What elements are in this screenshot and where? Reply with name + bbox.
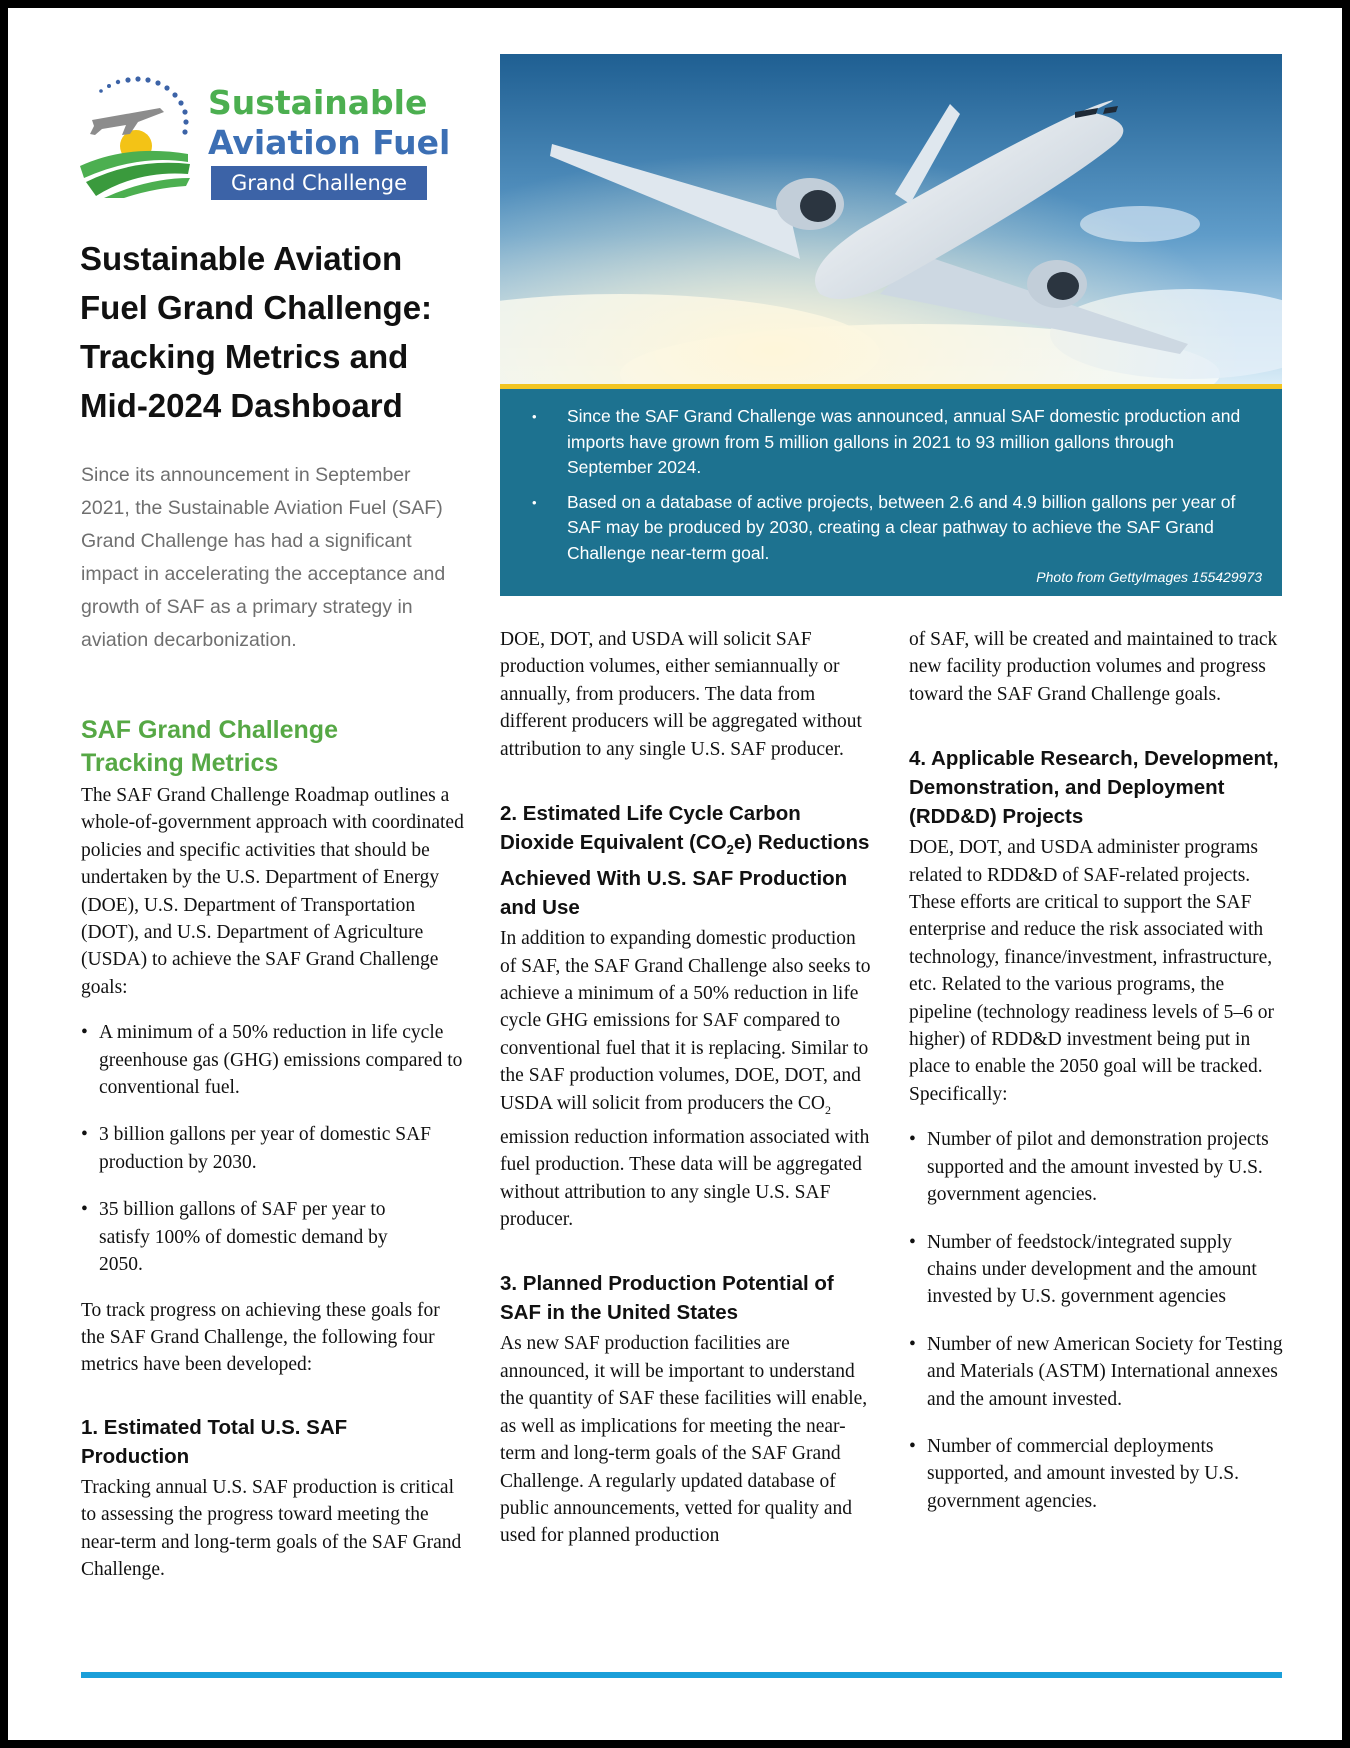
metric-3-paragraph: As new SAF production facilities are announced, it will be important to understand the quantity of SAF these facilities will enable, as well as implications for meeting the near-term and long-term goals of the SAF Grand Challenge. A regularly updated database of public announcements, vetted for quality and used for planned production bbox=[500, 1333, 868, 1547]
highlight-item: • Since the SAF Grand Challenge was announced, annual SAF domestic production and imports have grown from 5 million gallons in 2021 to 93 million gallons through September 2024. bbox=[532, 404, 1262, 481]
metric-4-heading: 4. Applicable Research, Development, Demonstration, and Deployment (RDD&D) Projects bbox=[909, 747, 1279, 829]
goals-list bbox=[81, 1019, 471, 1278]
saf-logo bbox=[78, 74, 478, 204]
list-item: • Number of new American Society for Testing and Materials (ASTM) International annexes and the amount invested. bbox=[909, 1331, 1284, 1413]
list-item: • Number of feedstock/integrated supply chains under development and the amount invested by U.S. government agencies bbox=[909, 1229, 1284, 1311]
metric-4-paragraph: DOE, DOT, and USDA administer programs related to RDD&D of SAF-related projects. These efforts are critical to support the SAF enterprise and reduce the risk associated with technology, finance/investment, infrastructure, etc. Related to the various programs, the pipeline (technology readiness levels of 5–6 or higher) of RDD&D investment being put in place to enable the 2050 goal will be tracked. Specifically: bbox=[909, 837, 1274, 1105]
airplane-photo-icon bbox=[500, 54, 1282, 384]
column-3 bbox=[909, 626, 1284, 1515]
metric-1-heading: 1. Estimated Total U.S. SAF Production bbox=[81, 1415, 348, 1468]
hero-photo bbox=[500, 54, 1282, 384]
section-heading: SAF Grand Challenge Tracking Metrics bbox=[81, 716, 338, 777]
roadmap-paragraph: The SAF Grand Challenge Roadmap outlines a whole-of-government approach with coordinated policies and specific activities that should be undertaken by the U.S. Department of Energy (DOE), U.S. Department of Transportation (DOT), and U.S. Department of Agriculture (USDA) to achieve the SAF Grand Challenge goals: bbox=[81, 785, 464, 998]
rdd-metrics-list bbox=[909, 1126, 1284, 1515]
highlight-item: • Based on a database of active projects, between 2.6 and 4.9 billion gallons per year of SAF may be produced by 2030, creating a clear pathway to achieve the SAF Grand Challenge near-term goal. bbox=[532, 490, 1262, 567]
list-item: • Number of pilot and demonstration projects supported and the amount invested by U.S. government agencies. bbox=[909, 1126, 1284, 1208]
document-page bbox=[8, 8, 1342, 1740]
highlights-box bbox=[500, 389, 1282, 596]
metric-2-paragraph: In addition to expanding domestic production of SAF, the SAF Grand Challenge also seeks to achieve a minimum of a 50% reduction in life cycle GHG emissions for SAF compared to conventional fuel that it is replacing. Similar to the SAF production volumes, DOE, DOT, and USDA will solicit from producers the $CO_2$ emission reduction information associated with fuel production. These data will be aggregated without attribution to any single U.S. SAF producer. bbox=[500, 928, 871, 1231]
photo-credit: Photo from GettyImages 155429973 bbox=[1036, 569, 1262, 585]
list-item: • A minimum of a 50% reduction in life cycle greenhouse gas (GHG) emissions compared to conventional fuel. bbox=[81, 1019, 471, 1101]
logo-line-2: Aviation Fuel bbox=[208, 123, 451, 162]
metrics-intro-paragraph: To track progress on achieving these goals for the SAF Grand Challenge, the following four metrics have been developed: bbox=[81, 1299, 440, 1376]
metric-3-continued: of SAF, will be created and maintained to track new facility production volumes and progress toward the SAF Grand Challenge goals. bbox=[909, 629, 1278, 705]
list-item: • Number of commercial deployments supported, and amount invested by U.S. government agencies. bbox=[909, 1433, 1284, 1515]
metric-2-heading: 2. Estimated Life Cycle Carbon Dioxide Equivalent $(CO_2e)$ Reductions Achieved With U.S. SAF Production and Use bbox=[500, 802, 870, 920]
column-2 bbox=[500, 626, 875, 1550]
column-1 bbox=[81, 714, 471, 1583]
footer-rule bbox=[81, 1672, 1282, 1678]
logo-line-1: Sustainable bbox=[208, 83, 428, 122]
intro-paragraph: Since its announcement in September 2021, the Sustainable Aviation Fuel (SAF) Grand Challenge has had a significant impact in accelerating the acceptance and growth of SAF as a primary strategy in aviation decarbonization. bbox=[81, 464, 446, 651]
metric-1-continued: DOE, DOT, and USDA will solicit SAF production volumes, either semiannually or annually, from producers. The data from different producers will be aggregated without attribution to any single U.S. SAF producer. bbox=[500, 629, 862, 760]
logo-badge: Grand Challenge bbox=[211, 166, 427, 200]
page-title: Sustainable Aviation Fuel Grand Challenge: Tracking Metrics and Mid-2024 Dashboard bbox=[80, 240, 433, 424]
airplane-sun-field-logo-icon bbox=[78, 74, 196, 198]
list-item: • 3 billion gallons per year of domestic SAF production by 2030. bbox=[81, 1121, 471, 1176]
metric-3-heading: 3. Planned Production Potential of SAF in the United States bbox=[500, 1272, 834, 1325]
list-item: • 35 billion gallons of SAF per year to satisfy 100% of domestic demand by 2050. bbox=[81, 1196, 471, 1278]
metric-1-paragraph: Tracking annual U.S. SAF production is critical to assessing the progress toward meeting the near-term and long-term goals of the SAF Grand Challenge. bbox=[81, 1476, 462, 1580]
